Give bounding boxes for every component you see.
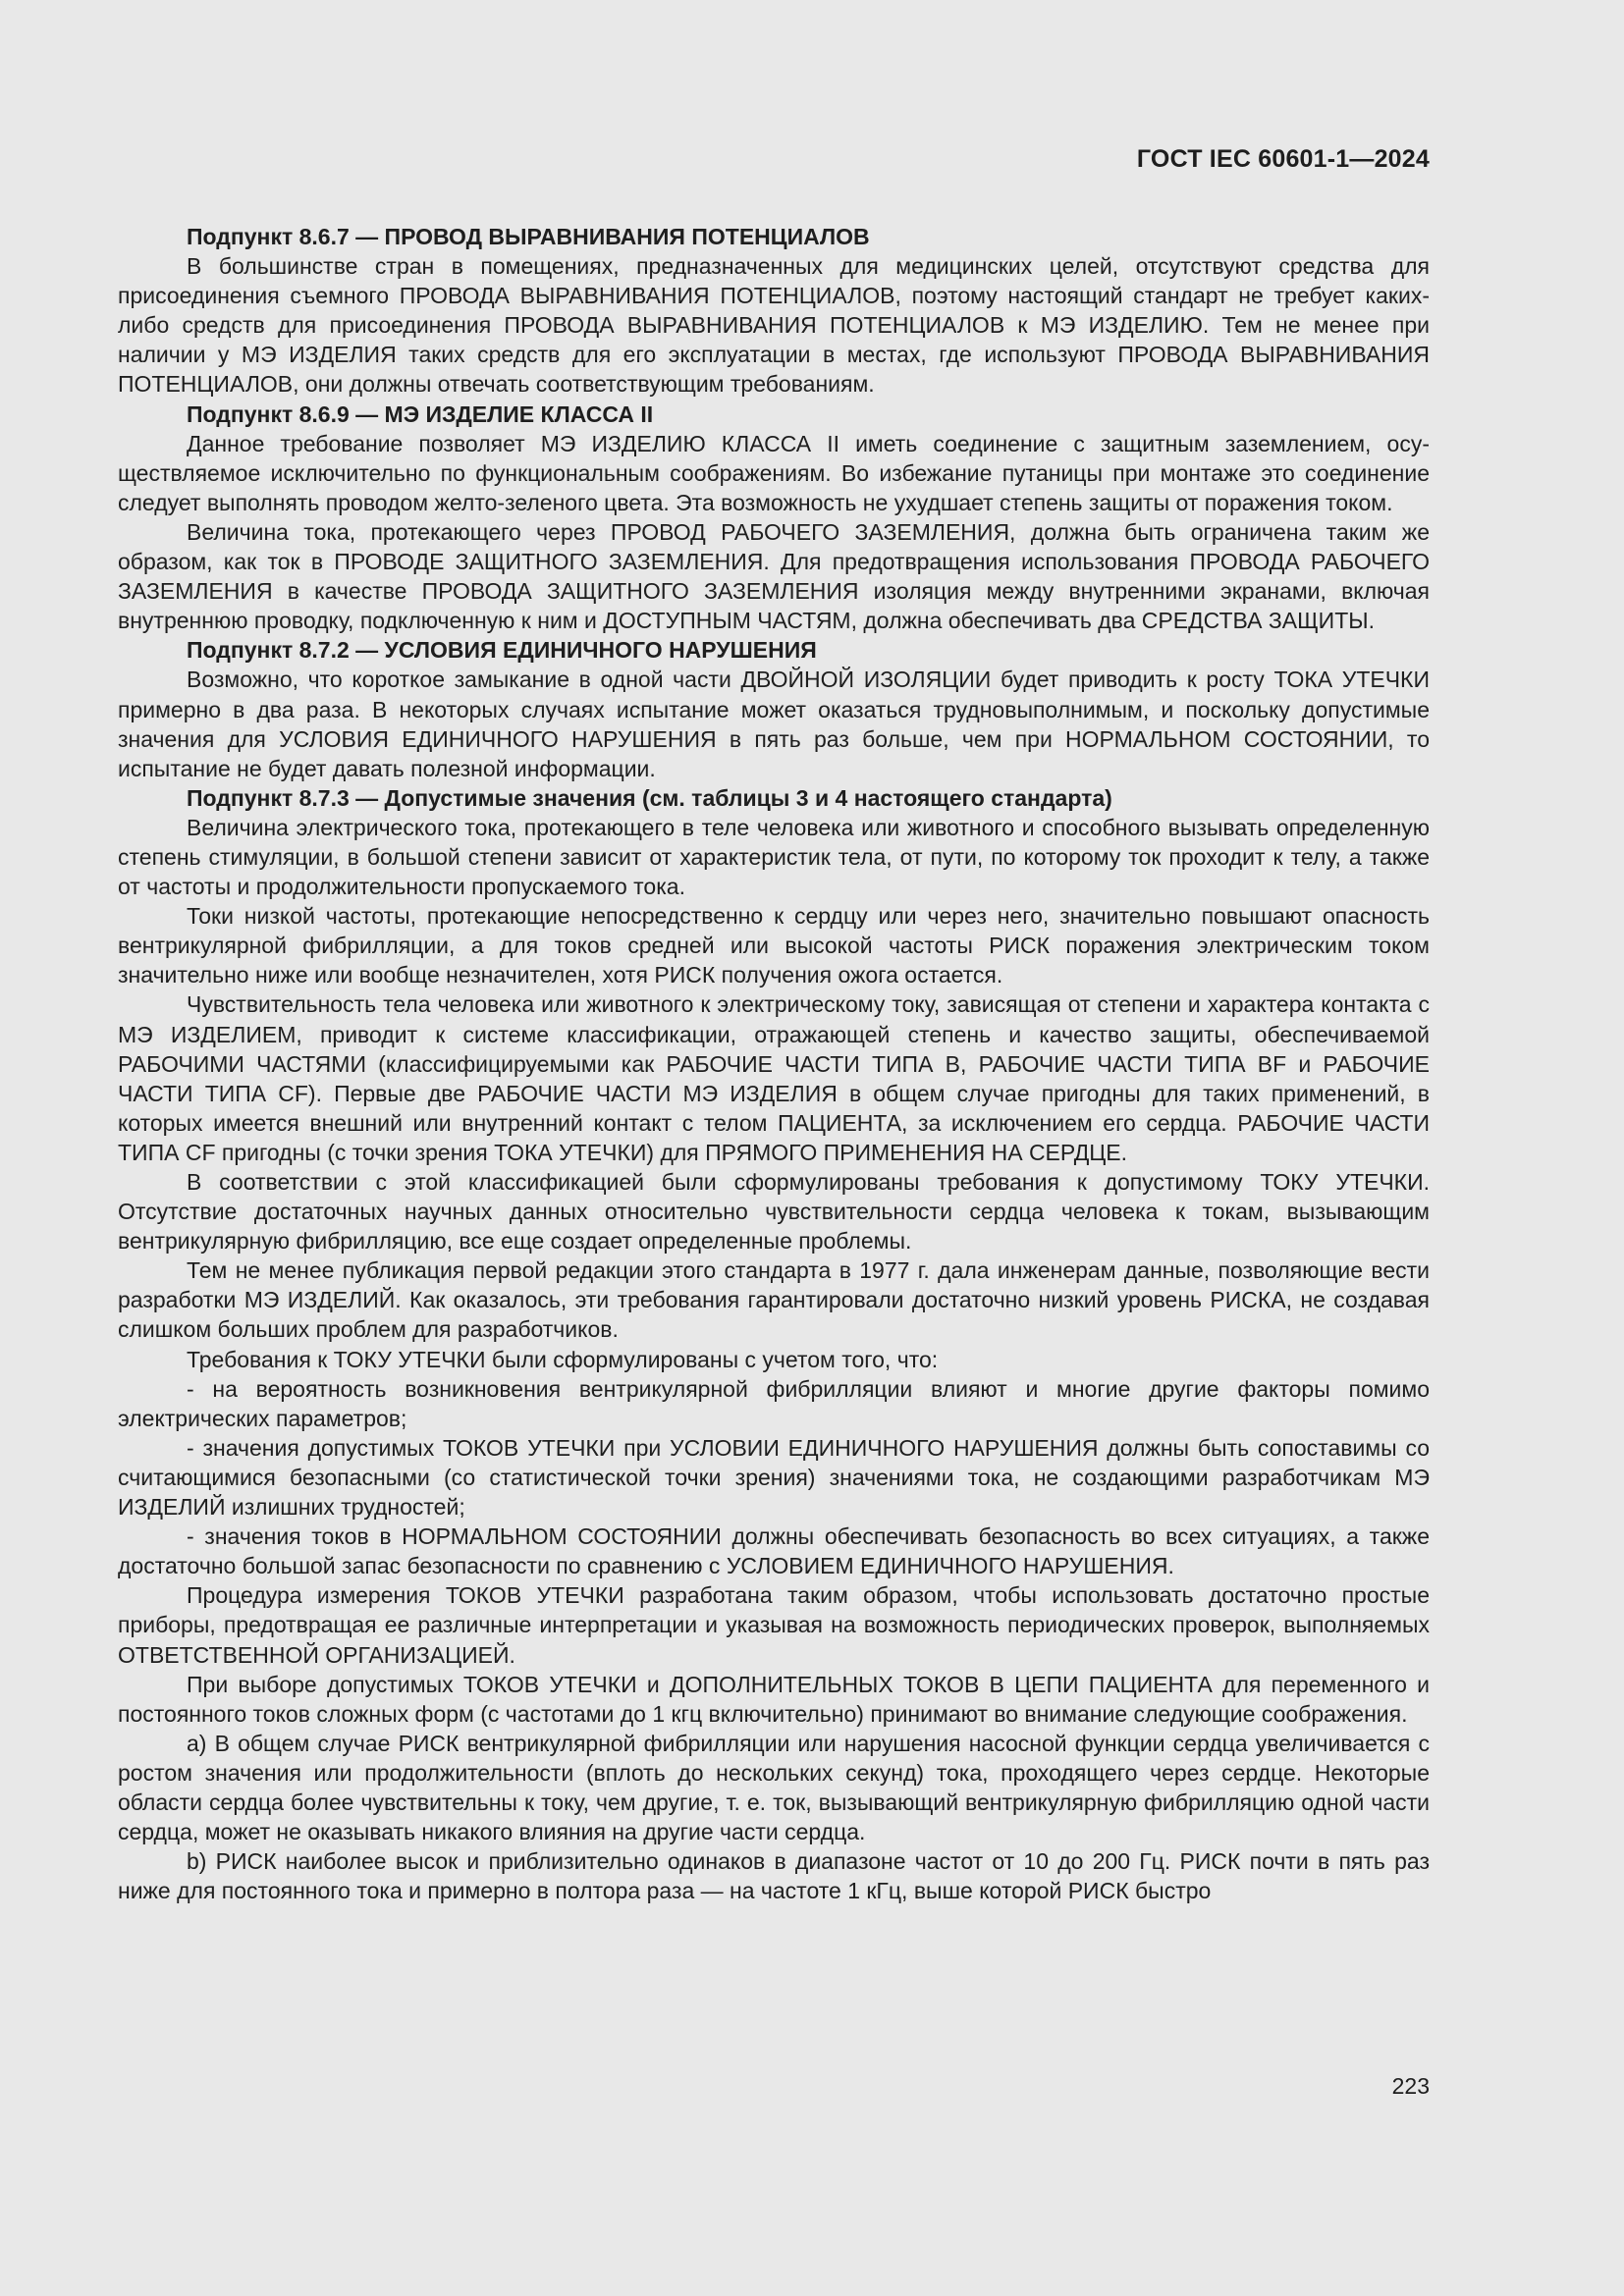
paragraph: В соответствии с этой классификацией были сформулированы требования к допустимому ТОКУ УТЕЧКИ. Отсутствие достаточных научных данных относительно чувствительности сердца человека к токам, вызывающим вентрикулярную фибрилляцию, все еще создает определенные проблемы. — [118, 1169, 1430, 1255]
document-body — [118, 222, 1430, 1905]
paragraph: Возможно, что короткое замыкание в одной части ДВОЙНОЙ ИЗОЛЯЦИИ будет приводить к росту ТОКА УТЕЧКИ примерно в два раза. В некоторых случаях испытание может оказаться трудновыполнимым, и поскольку допустимые значения для УСЛОВИЯ ЕДИНИЧНОГО НАРУШЕНИЯ в пять раз больше, чем при НОРМАЛЬНОМ СОСТОЯНИИ, то испытание не будет давать полезной информации. — [118, 667, 1430, 781]
paragraph: Процедура измерения ТОКОВ УТЕЧКИ разработана таким образом, чтобы использовать достаточно простые приборы, предотвращая ее различные интерпретации и указывая на возможность периодических проверок, выполняемых ОТВЕТСТВЕННОЙ ОРГАНИЗАЦИЕЙ. — [118, 1582, 1430, 1668]
paragraph: В большинстве стран в помещениях, предназначенных для медицинских целей, отсутствуют средства для присоединения съемного ПРОВОДА ВЫРАВНИВАНИЯ ПОТЕНЦИАЛОВ, поэтому настоящий стандарт не требует каких-либо средств для присоединения ПРОВОДА ВЫРАВНИВАНИЯ ПОТЕНЦИАЛОВ к МЭ ИЗДЕЛИЮ. Тем не менее при наличии у МЭ ИЗДЕЛИЯ таких средств для его эксплуатации в местах, где используют ПРОВОДА ВЫРАВНИВАНИЯ ПОТЕНЦИАЛОВ, они должны отвечать соответствующим требованиям. — [118, 253, 1430, 398]
paragraph: Данное требование позволяет МЭ ИЗДЕЛИЮ КЛАССА II иметь соединение с защитным заземлением, осуществляемое исключительно по функциональным соображениям. Во избежание путаницы при монтаже это соединение следует выполнять проводом желто-зеленого цвета. Эта возможность не ухудшает степень защиты от поражения током. — [118, 430, 1430, 515]
section-heading: Подпункт 8.7.3 — Допустимые значения (см. таблицы 3 и 4 настоящего стандарта) — [187, 784, 1112, 811]
list-item: - значения допустимых ТОКОВ УТЕЧКИ при УСЛОВИИ ЕДИНИЧНОГО НАРУШЕНИЯ должны быть сопоставимы со считающимися безопасными (со статистической точки зрения) значениями тока, не создающими разработчикам МЭ ИЗДЕЛИЙ излишних трудностей; — [118, 1434, 1430, 1521]
document-code: ГОСТ IEC 60601-1—2024 — [1136, 145, 1430, 173]
paragraph: Чувствительность тела человека или животного к электрическому току, зависящая от степени и характера контакта с МЭ ИЗДЕЛИЕМ, приводит к системе классификации, отражающей степень и качество защиты, обеспечиваемой РАБОЧИМИ ЧАСТЯМИ (классифицируемыми как РАБОЧИЕ ЧАСТИ ТИПА В, РАБОЧИЕ ЧАСТИ ТИПА BF и РАБОЧИЕ ЧАСТИ ТИПА CF). Первые две РАБОЧИЕ ЧАСТИ МЭ ИЗДЕЛИЯ в общем случае пригодны для таких применений, в которых имеется внешний или внутренний контакт с телом ПАЦИЕНТА, за исключением его сердца. РАБОЧИЕ ЧАСТИ ТИПА CF пригодны (с точки зрения ТОКА УТЕЧКИ) для ПРЯМОГО ПРИМЕНЕНИЯ НА СЕРДЦЕ. — [118, 991, 1430, 1165]
paragraph: Тем не менее публикация первой редакции этого стандарта в 1977 г. дала инженерам данные, позволяющие вести разработки МЭ ИЗДЕЛИЙ. Как оказалось, эти требования гарантировали достаточно низкий уровень РИСКА, не создавая слишком больших проблем для разработчиков. — [118, 1257, 1430, 1343]
section-heading: Подпункт 8.6.9 — МЭ ИЗДЕЛИЕ КЛАССА II — [187, 400, 654, 427]
section-heading: Подпункт 8.7.2 — УСЛОВИЯ ЕДИНИЧНОГО НАРУШЕНИЯ — [187, 637, 817, 664]
list-item: a) В общем случае РИСК вентрикулярной фибрилляции или нарушения насосной функции сердца увеличивается с ростом значения или продолжительности (вплоть до нескольких секунд) тока, проходящего через сердце. Некоторые области сердца более чувствительны к току, чем другие, т. е. ток, вызывающий вентрикулярную фибрилляцию одной части сердца, может не оказывать никакого влияния на другие части сердца. — [118, 1730, 1430, 1845]
list-item: - на вероятность возникновения вентрикулярной фибрилляции влияют и многие другие факторы помимо электрических параметров; — [118, 1375, 1430, 1431]
paragraph: Токи низкой частоты, протекающие непосредственно к сердцу или через него, значительно повышают опасность вентрикулярной фибрилляции, а для токов средней или высокой частоты РИСК поражения электрическим током значительно ниже или вообще незначителен, хотя РИСК получения ожога остается. — [118, 903, 1430, 988]
section-heading: Подпункт 8.6.7 — ПРОВОД ВЫРАВНИВАНИЯ ПОТЕНЦИАЛОВ — [187, 224, 870, 249]
paragraph: Величина электрического тока, протекающего в теле человека или животного и способного вызывать определенную степень стимуляции, в большой степени зависит от характеристик тела, от пути, по которому ток проходит к телу, а также от частоты и продолжительности пропускаемого тока. — [118, 814, 1430, 900]
paragraph: Величина тока, протекающего через ПРОВОД РАБОЧЕГО ЗАЗЕМЛЕНИЯ, должна быть ограничена таким же образом, как ток в ПРОВОДЕ ЗАЩИТНОГО ЗАЗЕМЛЕНИЯ. Для предотвращения использования ПРОВОДА РАБОЧЕГО ЗАЗЕМЛЕНИЯ в качестве ПРОВОДА ЗАЩИТНОГО ЗАЗЕМЛЕНИЯ изоляция между внутренними экранами, включая внутреннюю проводку, подключенную к ним и ДОСТУПНЫМ ЧАСТЯМ, должна обеспечивать два СРЕДСТВА ЗАЩИТЫ. — [118, 518, 1430, 634]
list-item: b) РИСК наиболее высок и приблизительно одинаков в диапазоне частот от 10 до 200 Гц. РИСК почти в пять раз ниже для постоянного тока и примерно в полтора раза — на частоте 1 кГц, выше которой РИСК быстро — [118, 1848, 1430, 1904]
paragraph: Требования к ТОКУ УТЕЧКИ были сформулированы с учетом того, что: — [187, 1346, 939, 1372]
paragraph: При выборе допустимых ТОКОВ УТЕЧКИ и ДОПОЛНИТЕЛЬНЫХ ТОКОВ В ЦЕПИ ПАЦИЕНТА для переменного и постоянного токов сложных форм (с частотами до 1 кгц включительно) принимают во внимание следующие соображения. — [118, 1671, 1430, 1727]
page-number: 223 — [1391, 2073, 1430, 2099]
list-item: - значения токов в НОРМАЛЬНОМ СОСТОЯНИИ должны обеспечивать безопасность во всех ситуациях, а также достаточно большой запас безопасности по сравнению с УСЛОВИЕМ ЕДИНИЧНОГО НАРУШЕНИЯ. — [118, 1523, 1430, 1579]
